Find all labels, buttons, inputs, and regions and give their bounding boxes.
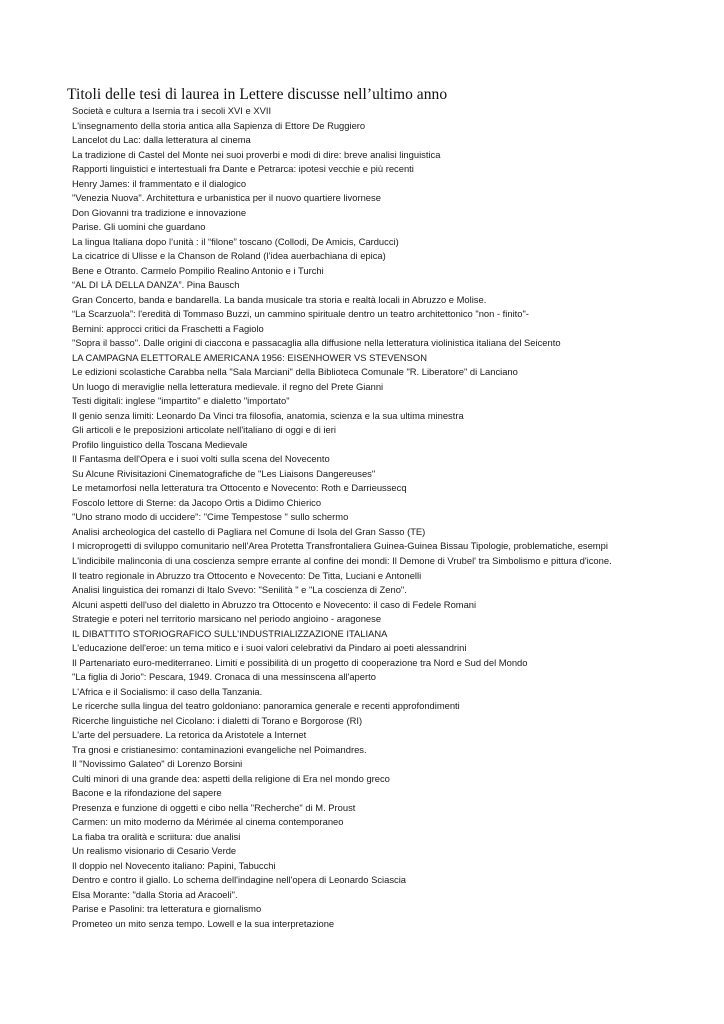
thesis-title: Elsa Morante: "dalla Storia ad Aracoeli". <box>72 888 238 900</box>
thesis-title: Don Giovanni tra tradizione e innovazione <box>72 206 247 218</box>
thesis-title: Società e cultura a Isernia tra i secoli XVI e XVII <box>72 105 272 116</box>
thesis-title: Rapporti linguistici e intertestuali fra Dante e Petrarca: ipotesi vecchie e più recenti <box>72 163 414 175</box>
thesis-title: "Sopra il basso". Dalle origini di ciaccona e passacaglia alla diffusione nella letteratura violinistica italiana del Seicento <box>72 337 561 349</box>
thesis-title: "Uno strano modo di uccidere": "Cime Tempestose " sullo schermo <box>72 511 349 523</box>
thesis-title: Bene e Otranto. Carmelo Pompilio Realino Antonio e i Turchi <box>72 264 324 276</box>
thesis-title: LA CAMPAGNA ELETTORALE AMERICANA 1956: EISENHOWER VS STEVENSON <box>72 351 427 363</box>
thesis-title: Analisi archeologica del castello di Pagliara nel Comune di Isola del Gran Sasso (TE) <box>72 525 426 537</box>
thesis-title: Un realismo visionario di Cesario Verde <box>72 845 237 857</box>
thesis-title: Strategie e poteri nel territorio marsicano nel periodo angioino - aragonese <box>72 613 382 625</box>
thesis-title: Ricerche linguistiche nel Cicolano: i dialetti di Torano e Borgorose (RI) <box>72 714 363 726</box>
thesis-title: L'insegnamento della storia antica alla Sapienza di Ettore De Ruggiero <box>72 119 366 131</box>
thesis-title: Prometeo un mito senza tempo. Lowell e la sua interpretazione <box>72 917 335 929</box>
thesis-list <box>72 104 717 931</box>
thesis-title: I microprogetti di sviluppo comunitario nell'Area Protetta Transfrontaliera Guinea-Guinea Bissau Tipologie, problematiche, esempi <box>72 540 608 552</box>
thesis-title: Presenza e funzione di oggetti e cibo nella "Recherche" di M. Proust <box>72 801 356 813</box>
thesis-title: Parise e Pasolini: tra letteratura e giornalismo <box>72 903 262 915</box>
thesis-title: Alcuni aspetti dell'uso del dialetto in Abruzzo tra Ottocento e Novecento: il caso di Fedele Romani <box>72 598 477 610</box>
thesis-title: Le metamorfosi nella letteratura tra Ottocento e Novecento: Roth e Darrieussecq <box>72 482 407 494</box>
thesis-title: Il "Novissimo Galateo" di Lorenzo Borsini <box>72 758 243 770</box>
thesis-title: Parise. Gli uomini che guardano <box>72 221 206 233</box>
thesis-title: Bacone e la rifondazione del sapere <box>72 787 222 799</box>
thesis-title: Gran Concerto, banda e bandarella. La banda musicale tra storia e realtà locali in Abruzzo e Molise. <box>72 293 487 305</box>
thesis-title: IL DIBATTITO STORIOGRAFICO SULL'INDUSTRIALIZZAZIONE ITALIANA <box>72 627 388 639</box>
thesis-title: Analisi linguistica dei romanzi di Italo Svevo: "Senilità " e "La coscienza di Zeno". <box>72 584 407 596</box>
thesis-title: Gli articoli e le preposizioni articolate nell'italiano di oggi e di ieri <box>72 424 336 436</box>
thesis-title: Un luogo di meraviglie nella letteratura medievale. il regno del Prete Gianni <box>72 380 384 392</box>
thesis-title: Tra gnosi e cristianesimo: contaminazioni evangeliche nel Poimandres. <box>72 743 367 755</box>
thesis-title: Il genio senza limiti: Leonardo Da Vinci tra filosofia, anatomia, scienza e la sua ultima minestra <box>72 409 464 421</box>
thesis-title: Dentro e contro il giallo. Lo schema dell'indagine nell'opera di Leonardo Sciascia <box>72 874 406 886</box>
thesis-title: “La Scarzuola”: l'eredità di Tommaso Buzzi, un cammino spirituale dentro un teatro architettonico "non - finito"- <box>72 308 529 320</box>
page-title: Titoli delle tesi di laurea in Lettere discusse nell’ultimo anno <box>67 86 448 103</box>
thesis-title: Testi digitali: inglese "impartito" e dialetto "importato" <box>72 395 290 407</box>
thesis-title: Il Fantasma dell'Opera e i suoi volti sulla scena del Novecento <box>72 453 330 465</box>
thesis-title: La lingua Italiana dopo l’unità : il “filone” toscano (Collodi, De Amicis, Carducci) <box>72 235 399 247</box>
thesis-title: Lancelot du Lac: dalla letteratura al cinema <box>72 134 251 146</box>
thesis-title: L'arte del persuadere. La retorica da Aristotele a Internet <box>72 729 307 741</box>
thesis-title: La fiaba tra oralità e scriitura: due analisi <box>72 830 241 842</box>
thesis-title: Culti minori di una grande dea: aspetti della religione di Era nel mondo greco <box>72 772 390 784</box>
thesis-title: Il teatro regionale in Abruzzo tra Ottocento e Novecento: De Titta, Luciani e Antonelli <box>72 569 422 581</box>
thesis-title: L'educazione dell'eroe: un tema mitico e i suoi valori celebrativi da Pindaro ai poeti alessandrini <box>72 642 467 654</box>
thesis-title: Carmen: un mito moderno da Mérimée al cinema contemporaneo <box>72 816 344 828</box>
thesis-title: L'indicibile malinconia di una coscienza sempre errante al confine dei mondi: Il Demone di Vrubel' tra Simbolismo e pittura d'icone. <box>72 554 612 566</box>
thesis-title: "La figlia di Jorio": Pescara, 1949. Cronaca di una messinscena all'aperto <box>72 671 376 683</box>
thesis-title: L'Africa e il Socialismo: il caso della Tanzania. <box>72 685 263 697</box>
thesis-title: Su Alcune Rivisitazioni Cinematografiche de "Les Liaisons Dangereuses" <box>72 467 376 479</box>
thesis-title: “AL DI LÀ DELLA DANZA”. Pina Bausch <box>72 279 240 291</box>
thesis-title: Il Partenariato euro-mediterraneo. Limiti e possibilità di un progetto di cooperazione tra Nord e Sud del Mondo <box>72 656 528 668</box>
thesis-title: Bernini: approcci critici da Fraschetti a Fagiolo <box>72 322 264 334</box>
thesis-title: Le edizioni scolastiche Carabba nella "Sala Marciani" della Biblioteca Comunale "R. Liberatore" di Lanciano <box>72 366 518 378</box>
thesis-title: La cicatrice di Ulisse e la Chanson de Roland (l’idea auerbachiana di epica) <box>72 250 386 262</box>
thesis-title: Le ricerche sulla lingua del teatro goldoniano: panoramica generale e recenti approfondimenti <box>72 700 460 712</box>
thesis-title: "Venezia Nuova". Architettura e urbanistica per il nuovo quartiere livornese <box>72 192 381 204</box>
thesis-title: Foscolo lettore di Sterne: da Jacopo Ortis a Didimo Chierico <box>72 496 322 508</box>
thesis-title: Profilo linguistico della Toscana Medievale <box>72 438 248 450</box>
thesis-title: Il doppio nel Novecento italiano: Papini, Tabucchi <box>72 859 276 871</box>
thesis-title: La tradizione di Castel del Monte nei suoi proverbi e modi di dire: breve analisi linguistica <box>72 148 441 160</box>
thesis-title: Henry James: il frammentato e il dialogico <box>72 177 247 189</box>
